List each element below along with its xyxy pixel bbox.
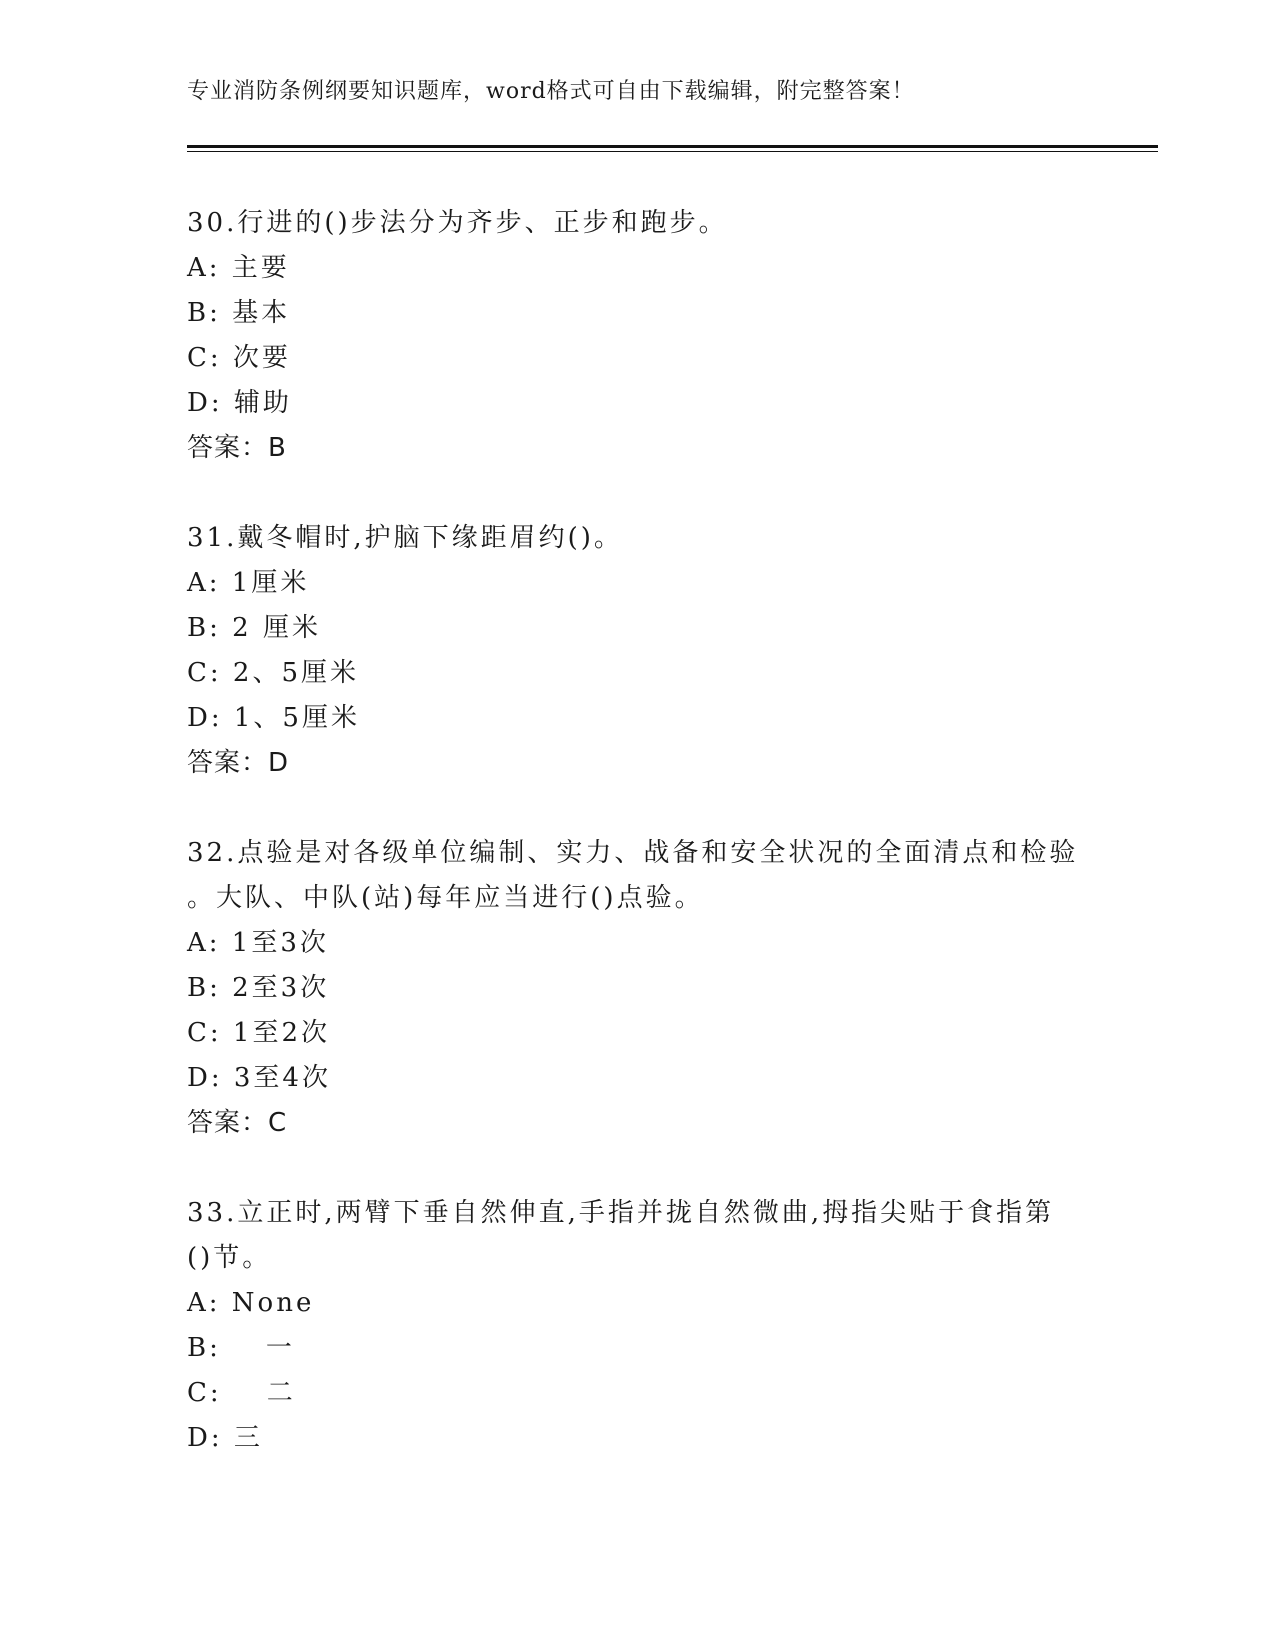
question-30-option-a: A: 主要 — [187, 253, 290, 283]
question-33-option-d: D: 三 — [187, 1423, 263, 1453]
question-31-option-a: A: 1厘米 — [187, 568, 310, 598]
question-30-answer: 答案：B — [187, 433, 287, 463]
question-32-stem-line-1: 32.点验是对各级单位编制、实力、战备和安全状况的全面清点和检验 — [187, 838, 1079, 868]
question-30-option-c: C: 次要 — [187, 343, 291, 373]
question-30-stem: 30.行进的()步法分为齐步、正步和跑步。 — [187, 208, 728, 238]
question-31-option-c: C: 2、5厘米 — [187, 658, 360, 688]
question-33-option-a: A: None — [187, 1288, 315, 1318]
question-33-option-b: B: 一 — [187, 1333, 295, 1363]
question-31-option-d: D: 1、5厘米 — [187, 703, 360, 733]
question-32-stem-line-2: 。大队、中队(站)每年应当进行()点验。 — [187, 883, 704, 913]
question-33-stem-line-2: ()节。 — [187, 1243, 272, 1273]
question-32-option-b: B: 2至3次 — [187, 973, 330, 1003]
header-divider-thin — [187, 151, 1158, 152]
header-divider-thick — [187, 145, 1158, 148]
question-32-answer: 答案：C — [187, 1108, 288, 1138]
question-33-stem-line-1: 33.立正时,两臂下垂自然伸直,手指并拢自然微曲,拇指尖贴于食指第 — [187, 1198, 1055, 1228]
question-32-option-a: A: 1至3次 — [187, 928, 329, 958]
question-30-option-b: B: 基本 — [187, 298, 291, 328]
page-header: 专业消防条例纲要知识题库，word格式可自由下载编辑，附完整答案！ — [187, 79, 915, 104]
question-31-stem: 31.戴冬帽时,护脑下缘距眉约()。 — [187, 523, 623, 553]
question-31-answer: 答案：D — [187, 748, 290, 778]
question-32-option-c: C: 1至2次 — [187, 1018, 331, 1048]
question-33-option-c: C: 二 — [187, 1378, 296, 1408]
question-30-option-d: D: 辅助 — [187, 388, 292, 418]
question-31-option-b: B: 2 厘米 — [187, 613, 321, 643]
question-32-option-d: D: 3至4次 — [187, 1063, 331, 1093]
